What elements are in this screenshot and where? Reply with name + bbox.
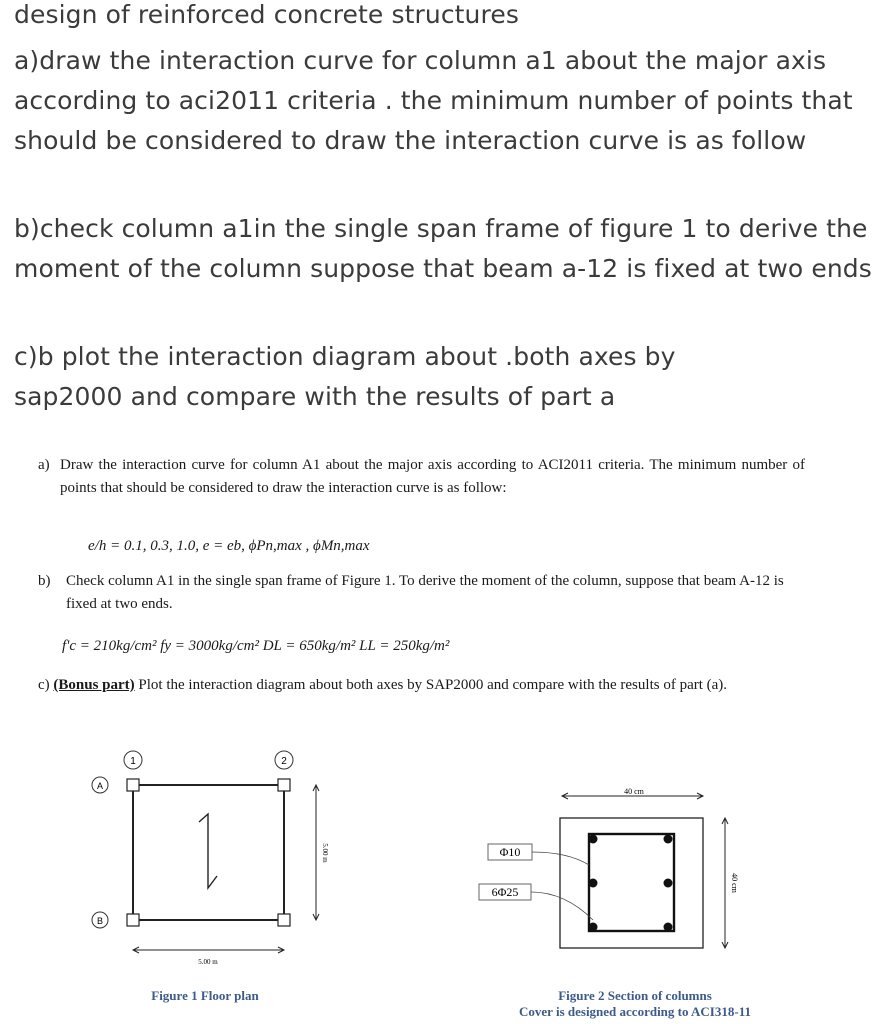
- column-b2: [278, 914, 290, 926]
- task-a-text: Draw the interaction curve for column A1 about the major axis according to ACI2011 criteria. The minimum number of points that should be considered to draw the interaction curve is as follow:: [60, 457, 805, 496]
- bars-label: 6Φ25: [491, 885, 519, 899]
- grid-label-1: 1: [130, 756, 136, 767]
- rebar: [664, 879, 673, 888]
- tie-label: Φ10: [499, 845, 521, 859]
- figure1-floor-plan: [70, 738, 360, 978]
- question-title: design of reinforced concrete structures: [14, 0, 519, 29]
- column-b1: [127, 914, 139, 926]
- rebar: [664, 923, 673, 932]
- figure2-caption-line2: Cover is designed according to ACI318-11: [519, 1004, 751, 1019]
- task-b-text: Check column A1 in the single span frame of Figure 1. To derive the moment of the column, suppose that beam A-12 is fixed at two ends.: [66, 573, 784, 612]
- dim-label-horizontal: 5.00 m: [198, 958, 218, 966]
- rebar: [589, 879, 598, 888]
- column-a2: [278, 779, 290, 791]
- question-part-a: a)draw the interaction curve for column a1 about the major axis according to aci2011 criteria . the minimum number of points that should be considered to draw the interaction curve is as follow: [14, 46, 853, 155]
- grid-label-2: 2: [281, 756, 287, 767]
- task-b-label: b): [38, 573, 51, 589]
- grid-label-b: B: [96, 916, 104, 926]
- task-c-text: Plot the interaction diagram about both axes by SAP2000 and compare with the results of part (a).: [138, 677, 728, 693]
- question-part-b: b)check column a1in the single span frame of figure 1 to derive the moment of the column suppose that beam a-12 is fixed at two ends: [14, 214, 872, 283]
- task-a-formula: e/h = 0.1, 0.3, 1.0, e = eb, ϕPn,max , ϕMn,max: [88, 538, 370, 554]
- task-c: [38, 674, 798, 697]
- bonus-label: (Bonus part): [53, 677, 135, 693]
- column-a1: [127, 779, 139, 791]
- height-label: 40 cm: [730, 873, 739, 893]
- figure2-caption-line1: Figure 2 Section of columns: [558, 988, 712, 1003]
- rebar: [589, 923, 598, 932]
- figure2-caption: [470, 988, 800, 1020]
- task-c-label: c): [38, 677, 50, 693]
- figure1-caption: Figure 1 Floor plan: [151, 988, 259, 1003]
- grid-label-a: A: [96, 781, 104, 791]
- question-part-c: c)b plot the interaction diagram about .both axes by sap2000 and compare with the results of part a: [14, 342, 676, 411]
- span-direction-arrow-icon: [199, 814, 217, 888]
- width-label: 40 cm: [624, 787, 644, 796]
- dim-label-vertical: 5.00 m: [321, 843, 329, 863]
- rebar: [589, 835, 598, 844]
- material-properties: f'c = 210kg/cm² fy = 3000kg/cm² DL = 650kg/m² LL = 250kg/m²: [62, 638, 450, 654]
- section-outline: [560, 818, 703, 948]
- rebar: [664, 835, 673, 844]
- figure2-column-section: [470, 780, 770, 980]
- task-a-label: a): [38, 457, 50, 473]
